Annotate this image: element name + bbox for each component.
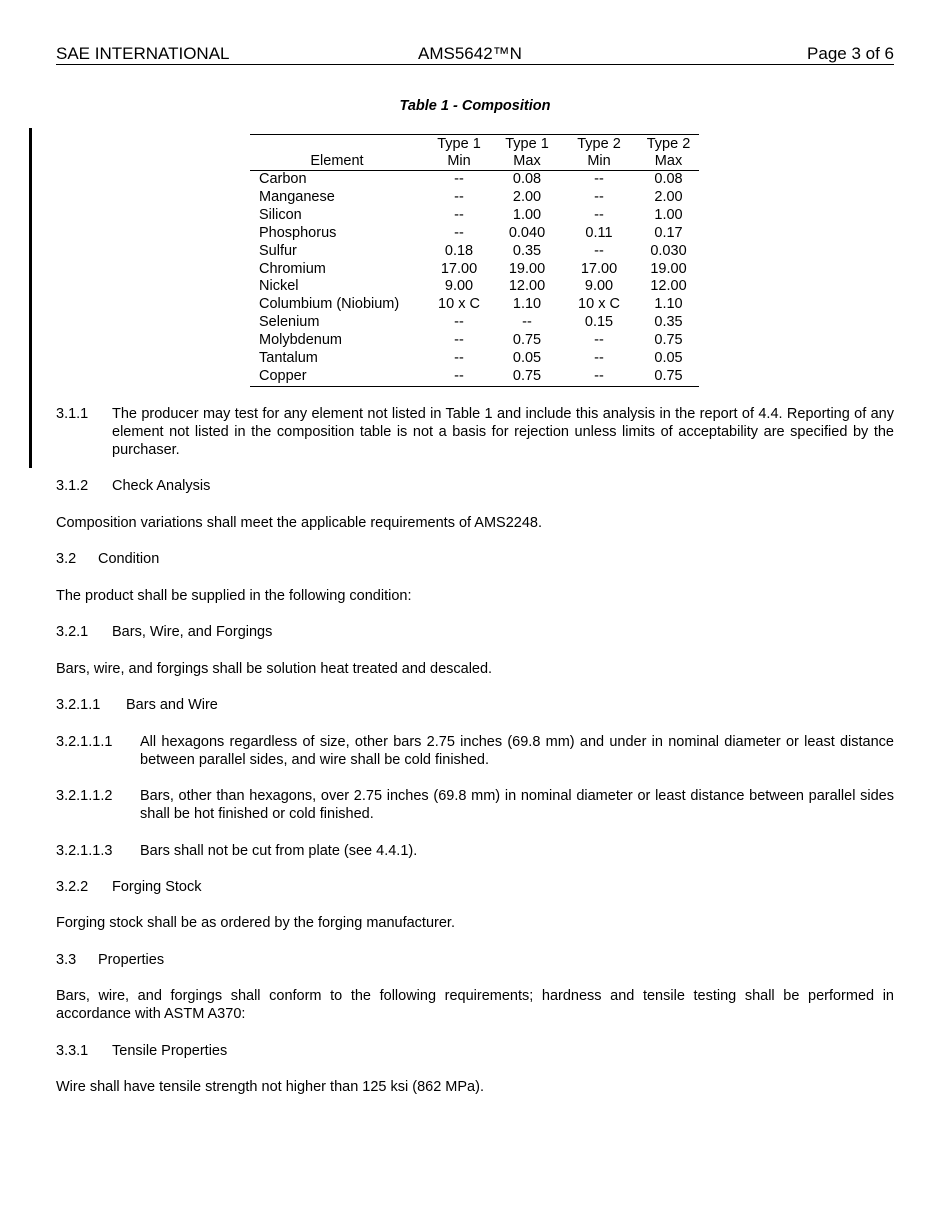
- section-number: 3.3.1: [56, 1043, 89, 1059]
- table-row: [250, 171, 699, 189]
- value-cell: 0.75: [654, 332, 683, 349]
- value-cell: 0.08: [654, 171, 683, 187]
- value-cell: --: [522, 314, 532, 331]
- value-cell: 0.05: [512, 350, 542, 367]
- element-name-cell: Nickel: [259, 278, 299, 295]
- heading-3-1-2: [56, 477, 210, 495]
- value-cell: 10 x C: [578, 296, 620, 313]
- table-row: [250, 278, 699, 296]
- section-text: All hexagons regardless of size, other bars 2.75 inches (69.8 mm) and under in nominal diameter or least distance between parallel sides, and wire shall be cold finished.: [140, 734, 894, 768]
- section-title: Properties: [98, 952, 165, 968]
- section-title: Check Analysis: [112, 478, 211, 494]
- section-title: Bars, Wire, and Forgings: [112, 624, 273, 640]
- value-cell: 0.17: [654, 224, 683, 241]
- section-number: 3.1.1: [56, 406, 89, 422]
- section-title: Forging Stock: [112, 879, 202, 895]
- table-title: Table 1 - Composition: [399, 98, 551, 114]
- value-cell: 0.75: [654, 367, 683, 384]
- table-body: [250, 171, 699, 387]
- paragraph-forging-stock: Forging stock shall be as ordered by the forging manufacturer.: [56, 915, 455, 931]
- element-name-cell: Tantalum: [259, 350, 318, 367]
- value-cell: 19.00: [508, 260, 546, 277]
- paragraph-check-analysis: Composition variations shall meet the applicable requirements of AMS2248.: [56, 515, 543, 531]
- value-cell: 17.00: [440, 260, 478, 277]
- element-name-cell: Sulfur: [259, 242, 297, 259]
- value-cell: 0.75: [512, 332, 542, 349]
- table-row: [250, 243, 699, 261]
- section-number: 3.2.2: [56, 879, 89, 895]
- section-number: 3.2.1.1.1: [56, 734, 113, 750]
- value-cell: --: [594, 171, 604, 187]
- value-cell: 19.00: [650, 260, 687, 277]
- table-row: [250, 314, 699, 332]
- value-cell: --: [454, 332, 464, 349]
- section-number: 3.3: [56, 952, 77, 968]
- value-cell: 2.00: [654, 188, 683, 205]
- section-number: 3.1.2: [56, 478, 89, 494]
- value-cell: --: [454, 206, 464, 223]
- value-cell: --: [594, 206, 604, 223]
- value-cell: --: [594, 332, 604, 349]
- value-cell: 1.00: [654, 206, 683, 223]
- table-row: [250, 296, 699, 314]
- section-text: The producer may test for any element not listed in Table 1 and include this analysis in the report of 4.4. Reporting of any element not listed in the composition table is not a basis for rejection unless limits of acceptability are specified by the purchaser.: [112, 406, 894, 458]
- value-cell: 0.35: [512, 242, 542, 259]
- table-row: [250, 207, 699, 225]
- table-row: [250, 350, 699, 368]
- composition-table: [250, 134, 699, 387]
- element-name-cell: Copper: [259, 367, 307, 384]
- header-page-number: Page 3 of 6: [807, 44, 894, 63]
- column-header-type2-min: Type 2 Min: [560, 135, 638, 171]
- table-row: [250, 332, 699, 350]
- section-number: 3.2.1.1.3: [56, 843, 113, 859]
- value-cell: 0.11: [585, 224, 613, 241]
- value-cell: 0.75: [512, 367, 542, 384]
- heading-3-2-2: [56, 878, 201, 896]
- element-name-cell: Selenium: [259, 314, 320, 331]
- value-cell: 0.35: [654, 314, 683, 331]
- table-row: [250, 189, 699, 207]
- section-number: 3.2.1.1.2: [56, 788, 113, 804]
- section-number: 3.2: [56, 551, 77, 567]
- value-cell: --: [454, 171, 464, 187]
- column-header-type1-min: Type 1 Min: [424, 135, 494, 171]
- heading-3-2-1: [56, 623, 272, 641]
- value-cell: --: [594, 242, 604, 259]
- value-cell: 2.00: [512, 188, 542, 205]
- section-3-2-1-1-3: [56, 842, 894, 862]
- value-cell: 0.08: [512, 171, 542, 187]
- value-cell: 0.18: [444, 242, 474, 259]
- value-cell: --: [594, 350, 604, 367]
- element-name-cell: Molybdenum: [259, 332, 343, 349]
- value-cell: 1.10: [654, 296, 683, 313]
- table-row: [250, 225, 699, 243]
- section-number: 3.2.1: [56, 624, 89, 640]
- heading-3-3: [56, 951, 164, 969]
- paragraph-condition: The product shall be supplied in the following condition:: [56, 588, 412, 604]
- table-header-row: [250, 135, 699, 171]
- paragraph-tensile-properties: Wire shall have tensile strength not higher than 125 ksi (862 MPa).: [56, 1079, 484, 1095]
- value-cell: 9.00: [584, 278, 614, 295]
- element-name-cell: Manganese: [259, 188, 335, 205]
- value-cell: --: [454, 188, 464, 205]
- value-cell: --: [594, 188, 604, 205]
- value-cell: 1.00: [512, 206, 542, 223]
- value-cell: --: [454, 350, 464, 367]
- section-text: Bars shall not be cut from plate (see 4.4.1).: [140, 843, 418, 859]
- heading-3-3-1: [56, 1042, 227, 1060]
- section-3-1-1: [56, 405, 894, 461]
- section-text: Bars, other than hexagons, over 2.75 inches (69.8 mm) in nominal diameter or least distance between parallel sides shall be hot finished or cold finished.: [140, 788, 894, 822]
- element-name-cell: Silicon: [259, 206, 302, 223]
- column-header-type2-max: Type 2 Max: [638, 135, 699, 171]
- element-name-cell: Carbon: [259, 171, 307, 187]
- value-cell: --: [594, 367, 604, 384]
- value-cell: 0.030: [650, 242, 687, 259]
- value-cell: 12.00: [650, 278, 687, 295]
- value-cell: 0.05: [654, 350, 683, 367]
- value-cell: 1.10: [512, 296, 542, 313]
- value-cell: 9.00: [444, 278, 474, 295]
- page-header: [56, 44, 894, 65]
- revision-change-bar: [29, 128, 32, 468]
- paragraph-properties: Bars, wire, and forgings shall conform to the following requirements; hardness and tensile testing shall be performed in accordance with ASTM A370:: [56, 988, 894, 1022]
- value-cell: --: [454, 367, 464, 384]
- value-cell: 0.15: [584, 314, 614, 331]
- heading-3-2-1-1: [56, 696, 218, 714]
- heading-3-2: [56, 550, 159, 568]
- value-cell: 10 x C: [438, 296, 480, 313]
- section-3-2-1-1-1: [56, 733, 894, 771]
- section-3-2-1-1-2: [56, 787, 894, 825]
- table-row: [250, 261, 699, 279]
- section-number: 3.2.1.1: [56, 697, 101, 713]
- column-header-element: Element: [250, 135, 424, 171]
- table-row: [250, 368, 699, 386]
- section-title: Tensile Properties: [112, 1043, 228, 1059]
- value-cell: 0.040: [508, 224, 546, 241]
- section-title: Bars and Wire: [126, 697, 218, 713]
- value-cell: --: [454, 314, 464, 331]
- header-organization: SAE INTERNATIONAL: [56, 44, 230, 63]
- section-title: Condition: [98, 551, 160, 567]
- value-cell: 12.00: [508, 278, 546, 295]
- element-name-cell: Columbium (Niobium): [259, 296, 400, 313]
- paragraph-bars-wire-forgings: Bars, wire, and forgings shall be solution heat treated and descaled.: [56, 661, 493, 677]
- column-header-type1-max: Type 1 Max: [494, 135, 560, 171]
- element-name-cell: Phosphorus: [259, 224, 337, 241]
- header-document-id: AMS5642™N: [418, 44, 522, 63]
- value-cell: --: [454, 224, 464, 241]
- value-cell: 17.00: [580, 260, 618, 277]
- element-name-cell: Chromium: [259, 260, 326, 277]
